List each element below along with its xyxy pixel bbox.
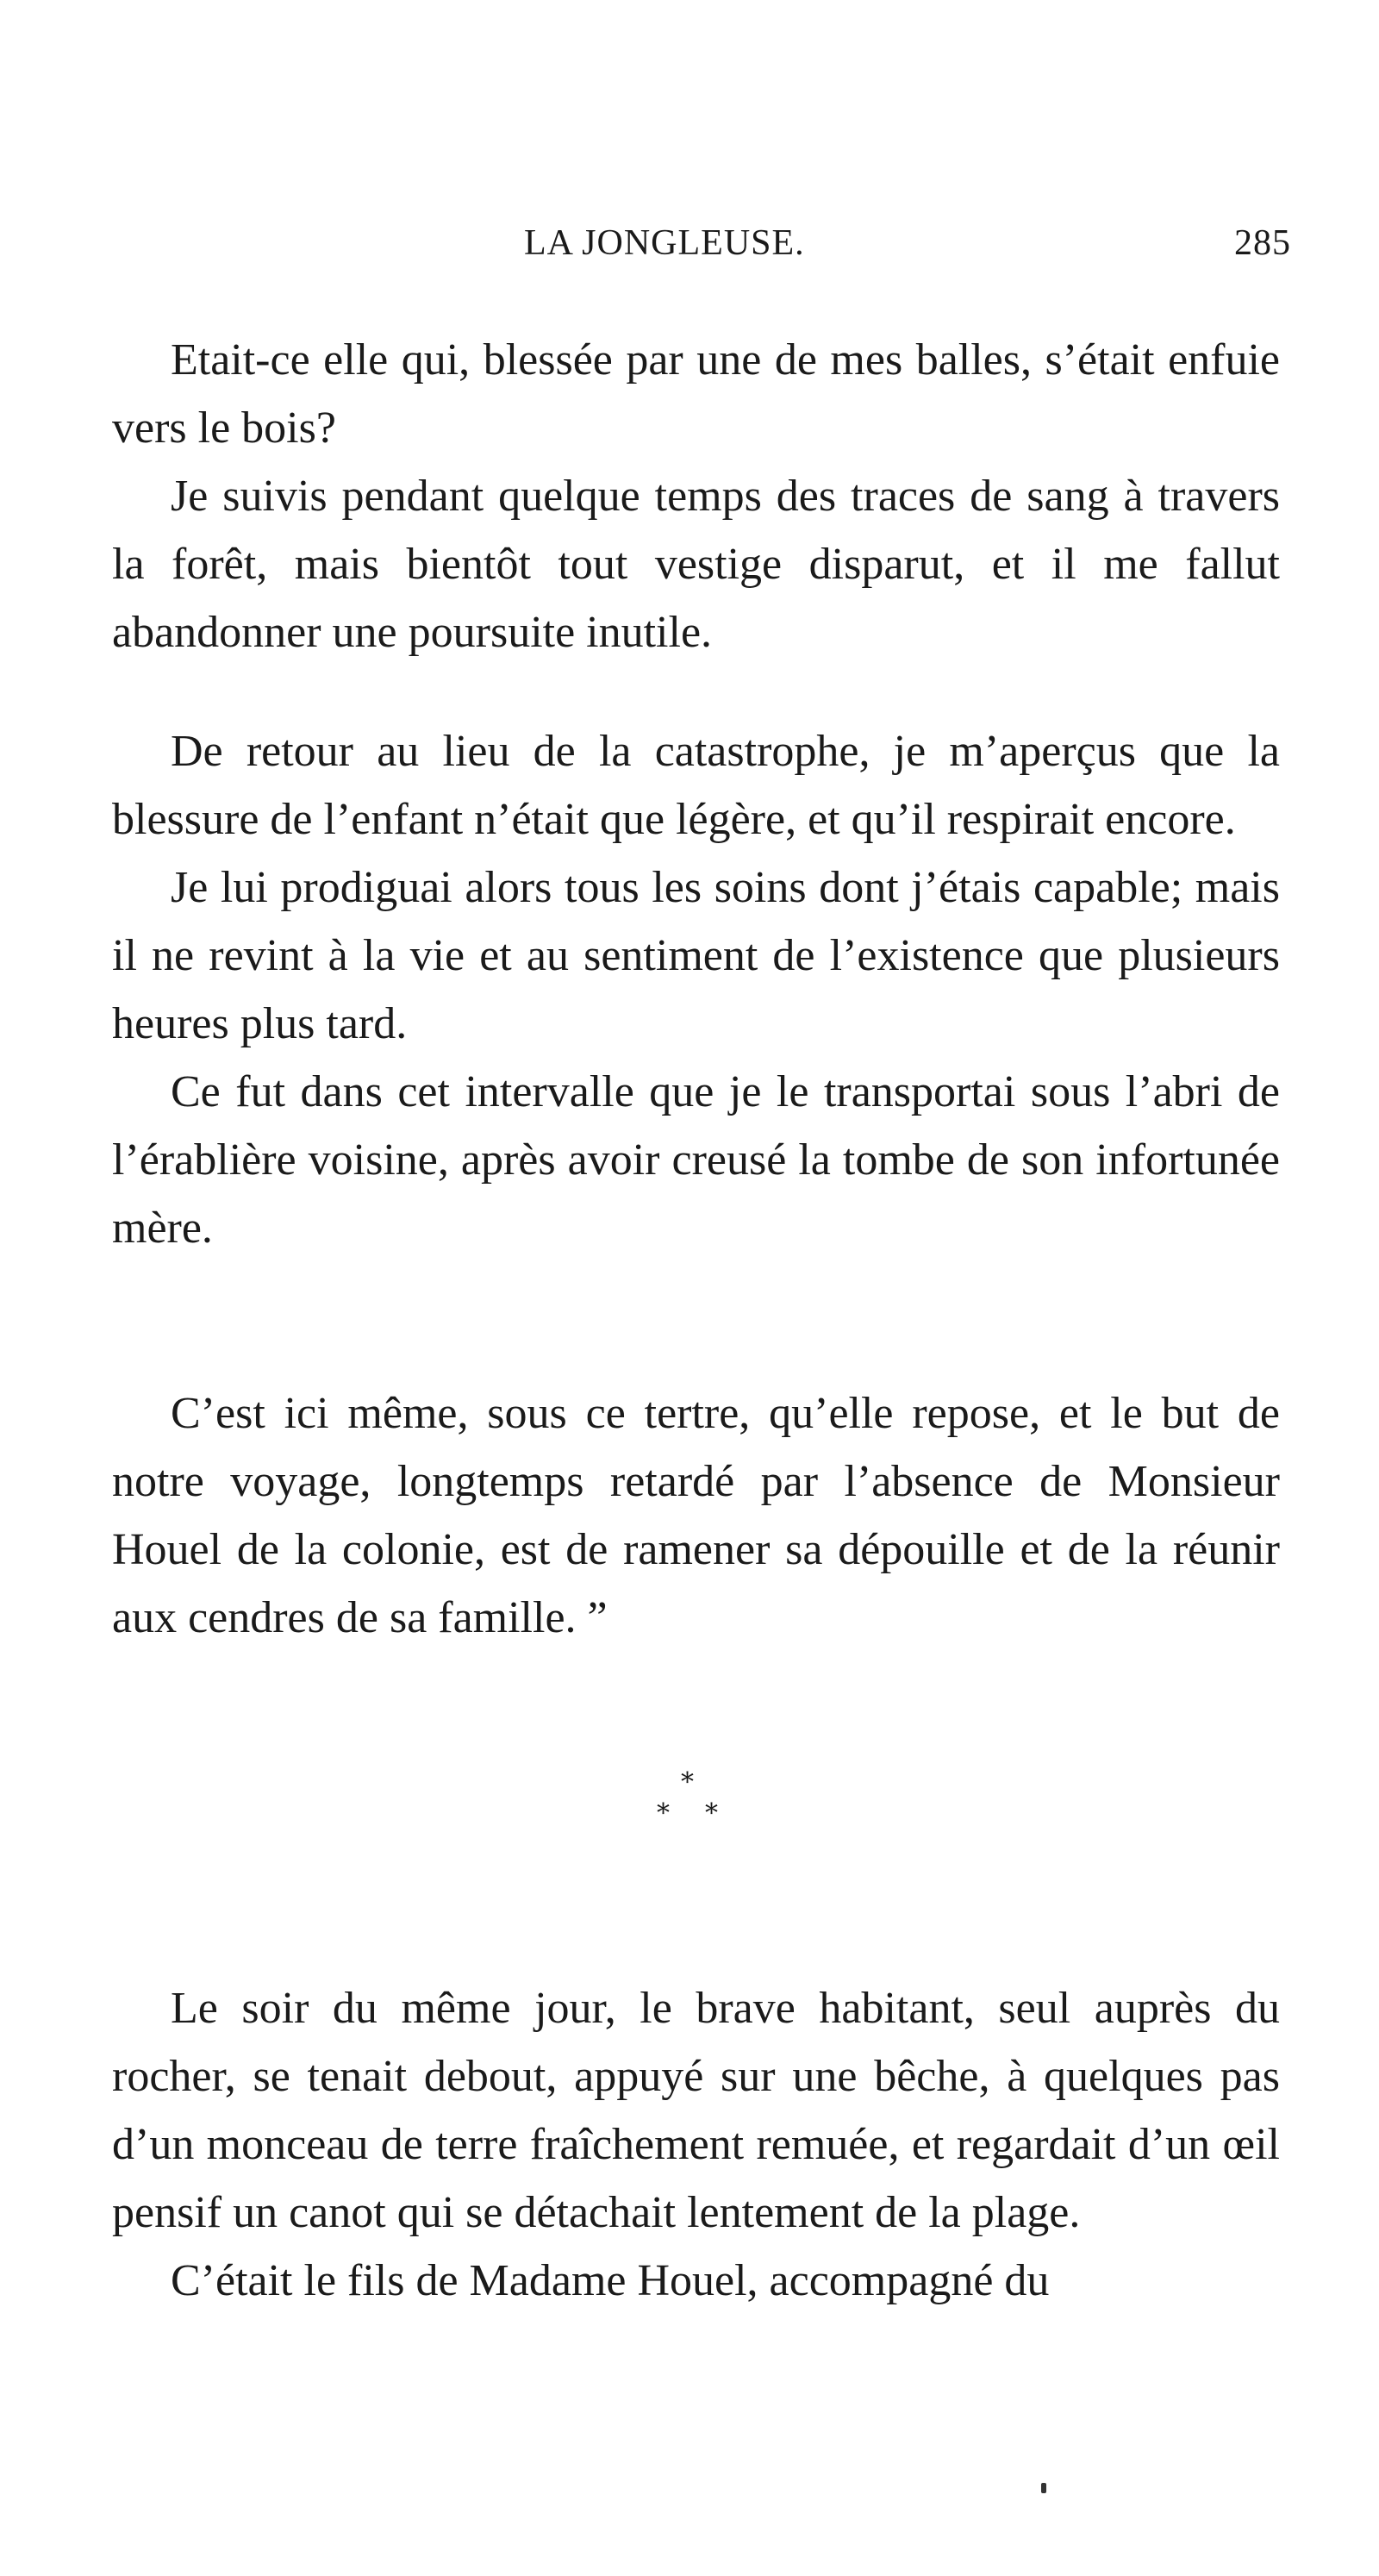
paragraph: Je lui prodiguai alors tous les soins dont j’étais capable; mais il ne revint à la vie et au sentiment de l’existence que plusieurs heures plus tard. — [112, 863, 1280, 1048]
asterism-divider — [648, 1767, 743, 1845]
asterism-star: * — [681, 1767, 694, 1798]
running-head — [128, 222, 1291, 274]
text-section-3 — [112, 1379, 1280, 1652]
running-title: LA JONGLEUSE. — [524, 223, 805, 263]
text-section-1 — [112, 326, 1280, 666]
paragraph: C’est ici même, sous ce tertre, qu’elle repose, et le but de notre voyage, longtemps retardé par l’absence de Monsieur Houel de la colonie, est de ramener sa dépouille et de la réunir aux cendres de sa famille. ” — [112, 1389, 1280, 1642]
paragraph: Etait-ce elle qui, blessée par une de mes balles, s’était enfuie vers le bois? — [112, 335, 1280, 453]
asterism-star: * — [657, 1798, 670, 1829]
paragraph: Je suivis pendant quelque temps des traces de sang à travers la forêt, mais bientôt tout vestige disparut, et il me fallut abandonner une poursuite inutile. — [112, 472, 1280, 657]
paragraph: De retour au lieu de la catastrophe, je m’aperçus que la blessure de l’enfant n’était que légère, et qu’il respirait encore. — [112, 727, 1280, 844]
text-section-2 — [112, 717, 1280, 1262]
asterism-star: * — [705, 1798, 718, 1829]
page-number: 285 — [1234, 223, 1291, 263]
paragraph: C’était le fils de Madame Houel, accompagné du — [171, 2256, 1050, 2305]
paragraph: Le soir du même jour, le brave habitant, seul auprès du rocher, se tenait debout, appuyé sur une bêche, à quelques pas d’un monceau de terre fraîchement remuée, et regardait d’un œil pensif un canot qui se détachait lentement de la plage. — [112, 1984, 1280, 2237]
ink-speck — [1041, 2483, 1046, 2493]
paragraph: Ce fut dans cet intervalle que je le transportai sous l’abri de l’érablière voisine, après avoir creusé la tombe de son infortunée mère. — [112, 1067, 1280, 1253]
text-section-4 — [112, 1974, 1280, 2315]
